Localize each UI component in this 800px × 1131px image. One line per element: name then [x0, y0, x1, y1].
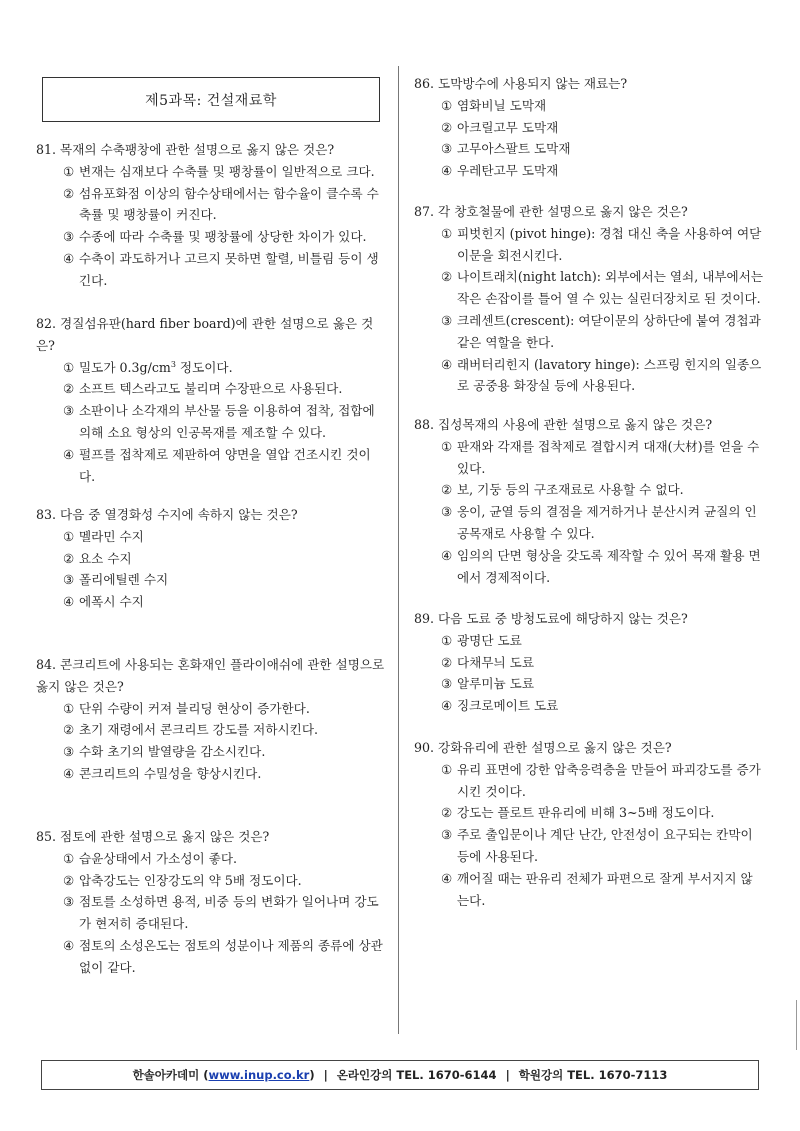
option-1: ① 밀도가 $0.3g/cm^3$ 정도이다.: [63, 359, 233, 375]
question-stem: 90. 강화유리에 관한 설명으로 옳지 않은 것은?: [414, 740, 672, 755]
option-3: ③ 소판이나 소각재의 부산물 등을 이용하여 접착, 접합에 의해 소요 형상의 인공목재를 제조할 수 있다.: [63, 403, 375, 440]
question-stem: 86. 도막방수에 사용되지 않는 재료는?: [414, 76, 628, 91]
subject-title-box: [42, 77, 380, 122]
option-4: ④ 수축이 과도하거나 고르지 못하면 할렬, 비틀림 등이 생긴다.: [63, 250, 379, 288]
question-82: [36, 313, 386, 487]
question-90: [414, 737, 764, 911]
option-4: ④ 펄프를 접착제로 제판하여 양면을 열압 건조시킨 것이다.: [63, 446, 371, 484]
option-3: ③ 점토를 소성하면 용적, 비중 등의 변화가 일어나며 강도가 현저히 증대된다.: [63, 894, 379, 932]
question-81: [36, 139, 386, 292]
footer-separator: |: [505, 1068, 510, 1082]
option-4: ④ 깨어질 때는 판유리 전체가 파편으로 잘게 부서지지 않는다.: [441, 870, 753, 908]
option-1: ① 단위 수량이 커져 블리딩 현상이 증가한다.: [63, 700, 310, 716]
option-4: ④ 징크로메이트 도료: [441, 698, 559, 714]
website-link[interactable]: www.inup.co.kr: [208, 1068, 310, 1082]
question-stem: 83. 다음 중 열경화성 수지에 속하지 않는 것은?: [36, 507, 298, 522]
question-stem: 84. 콘크리트에 사용되는 혼화재인 플라이애쉬에 관한 설명으로 옳지 않은 것은?: [36, 657, 385, 694]
academy-name: 한솔아카데미: [132, 1068, 200, 1082]
question-stem: 88. 집성목재의 사용에 관한 설명으로 옳지 않은 것은?: [414, 417, 713, 432]
question-stem: 89. 다음 도료 중 방청도료에 해당하지 않는 것은?: [414, 611, 688, 626]
option-2: ② 다채무늬 도료: [441, 654, 534, 670]
option-4: ④ 우레탄고무 도막재: [441, 163, 559, 179]
option-3: ③ 주로 출입문이나 계단 난간, 안전성이 요구되는 칸막이 등에 사용된다.: [441, 827, 753, 864]
option-3: ③ 수종에 따라 수축률 및 팽창률에 상당한 차이가 있다.: [63, 229, 367, 245]
option-1: ① 습윤상태에서 가소성이 좋다.: [63, 850, 237, 866]
option-3: ③ 고무아스팔트 도막재: [441, 141, 571, 157]
option-1: ① 판재와 각재를 접착제로 결합시켜 대재(大材)를 얻을 수 있다.: [441, 438, 760, 476]
option-3: ③ 크레센트(crescent): 여닫이문의 상하단에 붙여 경첩과 같은 역할을 한다.: [441, 312, 761, 350]
option-3: ③ 폴리에틸렌 수지: [63, 572, 169, 588]
option-1: ① 유리 표면에 강한 압축응력층을 만들어 파괴강도를 증가시킨 것이다.: [441, 761, 761, 799]
option-2: ② 요소 수지: [63, 550, 132, 566]
online-lecture-phone: 온라인강의 TEL. 1670-6144: [336, 1068, 497, 1082]
question-stem: 87. 각 창호철물에 관한 설명으로 옳지 않은 것은?: [414, 204, 688, 219]
option-2: ② 소프트 텍스라고도 불리며 수장판으로 사용된다.: [63, 381, 343, 397]
option-2: ② 초기 재령에서 콘크리트 강도를 저하시킨다.: [63, 722, 318, 738]
option-4: ④ 점토의 소성온도는 점토의 성분이나 제품의 종류에 상관없이 같다.: [63, 937, 383, 975]
footer-contact-bar: 한솔아카데미 ( www.inup.co.kr ) | 온라인강의 TEL. 1670-6144 | 학원강의 TEL. 1670-7113: [41, 1060, 759, 1090]
question-stem: 81. 목재의 수축팽창에 관한 설명으로 옳지 않은 것은?: [36, 142, 335, 157]
question-89: [414, 608, 764, 717]
option-3: ③ 옹이, 균열 등의 결점을 제거하거나 분산시켜 균질의 인공목재로 사용할 수 있다.: [441, 504, 757, 541]
page-edge-line: [796, 1000, 797, 1050]
option-1: ① 멜라민 수지: [63, 528, 144, 544]
question-stem: 82. 경질섬유판(hard fiber board)에 관한 설명으로 옳은 것은?: [36, 316, 374, 353]
option-4: ④ 에폭시 수지: [63, 594, 144, 610]
option-2: ② 섬유포화점 이상의 함수상태에서는 함수율이 클수록 수축률 및 팽창률이 커진다.: [63, 185, 379, 223]
option-2: ② 아크릴고무 도막재: [441, 119, 559, 135]
option-4: ④ 임의의 단면 형상을 갖도록 제작할 수 있어 목재 활용 면에서 경제적이다.: [441, 547, 761, 585]
option-2: ② 나이트래치(night latch): 외부에서는 열쇠, 내부에서는 작은 손잡이를 틀어 열 수 있는 실린더장치로 된 것이다.: [441, 269, 764, 307]
option-4: ④ 콘크리트의 수밀성을 향상시킨다.: [63, 765, 262, 781]
question-83: [36, 504, 386, 613]
option-3: ③ 수화 초기의 발열량을 감소시킨다.: [63, 744, 266, 760]
question-86: [414, 73, 764, 182]
option-1: ① 광명단 도료: [441, 632, 522, 648]
option-2: ② 압축강도는 인장강도의 약 5배 정도이다.: [63, 872, 302, 888]
question-84: [36, 654, 386, 785]
option-1: ① 염화비닐 도막재: [441, 97, 547, 113]
option-2: ② 보, 기둥 등의 구조재료로 사용할 수 없다.: [441, 482, 684, 498]
option-2: ② 강도는 플로트 판유리에 비해 3~5배 정도이다.: [441, 805, 715, 821]
question-stem: 85. 점토에 관한 설명으로 옳지 않은 것은?: [36, 829, 270, 844]
option-1: ① 피벗힌지 (pivot hinge): 경첩 대신 축을 사용하여 여닫이문을 회전시킨다.: [441, 225, 762, 263]
question-87: [414, 201, 764, 397]
option-1: ① 변재는 심재보다 수축률 및 팽창률이 일반적으로 크다.: [63, 163, 375, 179]
option-4: ④ 래버터리힌지 (lavatory hinge): 스프링 힌지의 일종으로 공중용 화장실 등에 사용된다.: [441, 356, 762, 394]
question-88: [414, 414, 764, 588]
subject-title: 제5과목: 건설재료학: [145, 92, 277, 109]
question-85: [36, 826, 386, 979]
offline-lecture-phone: 학원강의 TEL. 1670-7113: [518, 1068, 668, 1082]
footer-separator: |: [323, 1068, 328, 1082]
option-3: ③ 알루미늄 도료: [441, 676, 534, 692]
column-divider: [398, 66, 399, 1034]
